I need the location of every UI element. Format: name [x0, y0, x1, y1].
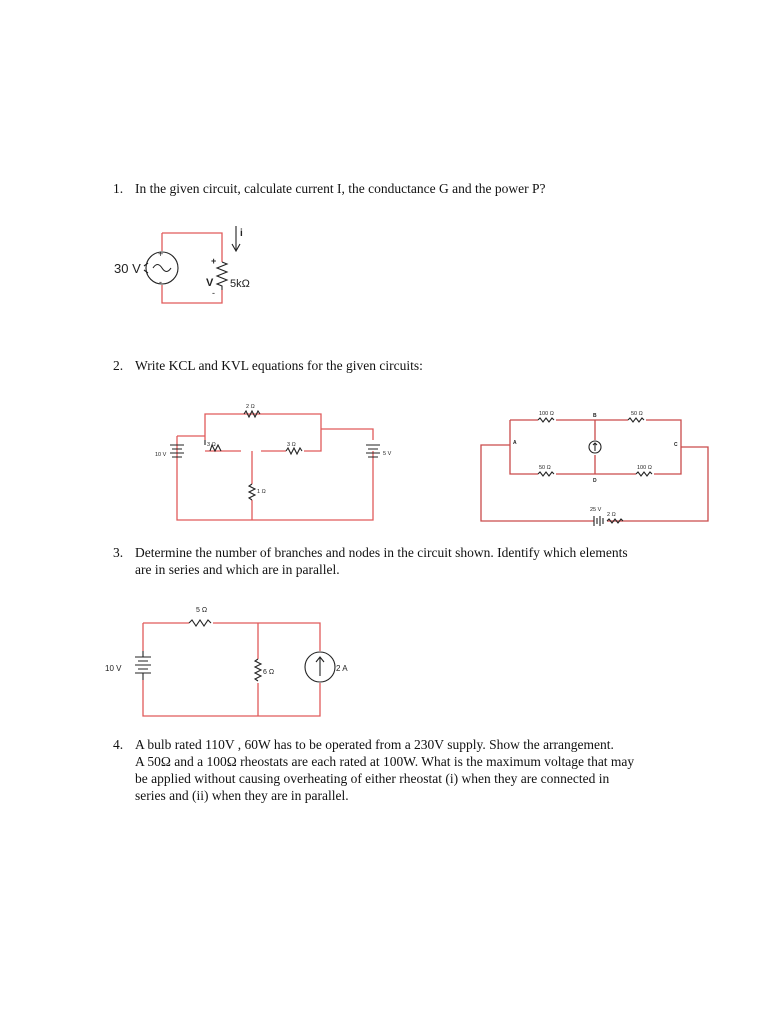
- current-source-arrow-icon: [593, 443, 597, 451]
- resistor-6: [255, 659, 261, 681]
- resistor-50-bottom: [538, 472, 554, 476]
- resistor-5: [189, 620, 211, 626]
- r-bottom-label: 2 Ω: [607, 512, 616, 518]
- r-mid-label: 6 Ω: [263, 669, 275, 676]
- r-bot-right-label: 100 Ω: [637, 465, 652, 471]
- question-line: series and (ii) when they are in parallel.: [135, 788, 349, 803]
- source-voltage-label: 30 V: [114, 261, 141, 276]
- resistor-symbol: [217, 262, 227, 290]
- battery-25v-symbol: [594, 516, 603, 526]
- r-down-label: 1 Ω: [257, 489, 266, 495]
- node-d-label: D: [593, 478, 597, 484]
- circuit-2a-wires: [177, 414, 373, 520]
- resistor-50-top: [628, 418, 644, 422]
- v-minus-label: -: [212, 288, 215, 298]
- resistor-label: 5kΩ: [230, 278, 250, 290]
- source-plus-label: +: [158, 249, 164, 259]
- resistor-mid: [286, 448, 302, 454]
- v-label: V: [206, 277, 214, 289]
- r-top-label: 2 Ω: [246, 404, 255, 410]
- question-line: Write KCL and KVL equations for the given circuits:: [135, 358, 423, 373]
- circuit-2b: [481, 411, 708, 526]
- v-plus-label: +: [211, 256, 217, 266]
- question-number: 4.: [113, 737, 124, 752]
- r-left-label: 3 Ω: [207, 442, 216, 448]
- resistor-100-bottom: [636, 472, 652, 476]
- circuit-2a: [155, 404, 392, 520]
- r-top-right-label: 50 Ω: [631, 411, 643, 417]
- question-line: A bulb rated 110V , 60W has to be operated from a 230V supply. Show the arrangement.: [135, 737, 614, 752]
- ac-wave-symbol: [153, 265, 171, 272]
- circuit-3: [105, 607, 348, 716]
- question-number: 2.: [113, 358, 124, 373]
- r-top-left-label: 100 Ω: [539, 411, 554, 417]
- r-bot-left-label: 50 Ω: [539, 465, 551, 471]
- question-line: Determine the number of branches and nodes in the circuit shown. Identify which elements: [135, 545, 628, 560]
- node-b-label: B: [593, 413, 597, 419]
- r-top-label: 5 Ω: [196, 607, 208, 614]
- r-mid-label: 3 Ω: [287, 442, 296, 448]
- question-line: In the given circuit, calculate current I, the conductance G and the power P?: [135, 181, 546, 196]
- circuit-1: [114, 226, 250, 303]
- circuit-3-wires: [143, 623, 320, 716]
- current-label: i: [240, 228, 243, 239]
- source-voltage-label: 10 V: [105, 664, 122, 673]
- circuit-2b-wires: [481, 420, 708, 521]
- node-c-label: C: [674, 442, 678, 448]
- resistor-100-top: [538, 418, 554, 422]
- current-arrow-icon: [232, 226, 240, 251]
- question-number: 1.: [113, 181, 124, 196]
- source-minus-label: -: [159, 277, 162, 287]
- question-line: be applied without causing overheating of either rheostat (i) when they are connected in: [135, 771, 610, 786]
- source-10v-label: 10 V: [155, 452, 167, 458]
- resistor-down: [249, 484, 255, 500]
- battery-symbol: [135, 651, 151, 680]
- question-line: are in series and which are in parallel.: [135, 562, 340, 577]
- source-5v-label: 5 V: [383, 451, 392, 457]
- node-a-label: A: [513, 440, 517, 446]
- source-current-label: 2 A: [336, 664, 348, 673]
- source-25v-label: 25 V: [590, 507, 602, 513]
- current-source-arrow-icon: [316, 657, 324, 676]
- question-number: 3.: [113, 545, 124, 560]
- question-line: A 50Ω and a 100Ω rheostats are each rated at 100W. What is the maximum voltage that may: [135, 754, 635, 769]
